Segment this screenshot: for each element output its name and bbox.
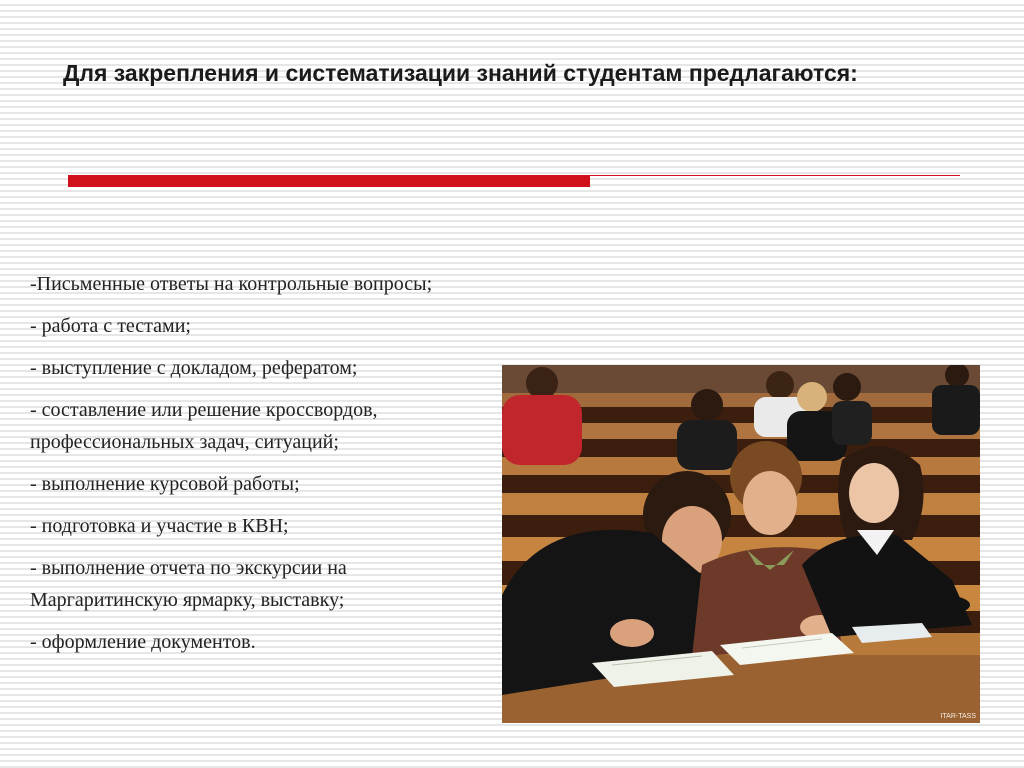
activity-list bbox=[30, 268, 490, 668]
list-item: - выполнение отчета по экскурсии на Маргаритинскую ярмарку, выставку; bbox=[30, 557, 347, 611]
list-item: - оформление документов. bbox=[30, 631, 256, 653]
list-item: - выполнение курсовой работы; bbox=[30, 473, 300, 495]
list-item: - выступление с докладом, рефератом; bbox=[30, 357, 358, 379]
slide-title: Для закрепления и систематизации знаний студентам предлагаются: bbox=[63, 60, 858, 86]
students-photo-illustration bbox=[502, 365, 980, 723]
students-photo bbox=[502, 365, 980, 723]
title-accent-bar bbox=[68, 175, 590, 187]
list-item: - составление или решение кроссвордов, профессиональных задач, ситуаций; bbox=[30, 399, 378, 453]
photo-credit: ITAR-TASS bbox=[940, 713, 976, 720]
list-item: - работа с тестами; bbox=[30, 315, 191, 337]
title-accent-line bbox=[590, 175, 960, 176]
list-item: -Письменные ответы на контрольные вопросы; bbox=[30, 273, 433, 295]
list-item: - подготовка и участие в КВН; bbox=[30, 515, 289, 537]
